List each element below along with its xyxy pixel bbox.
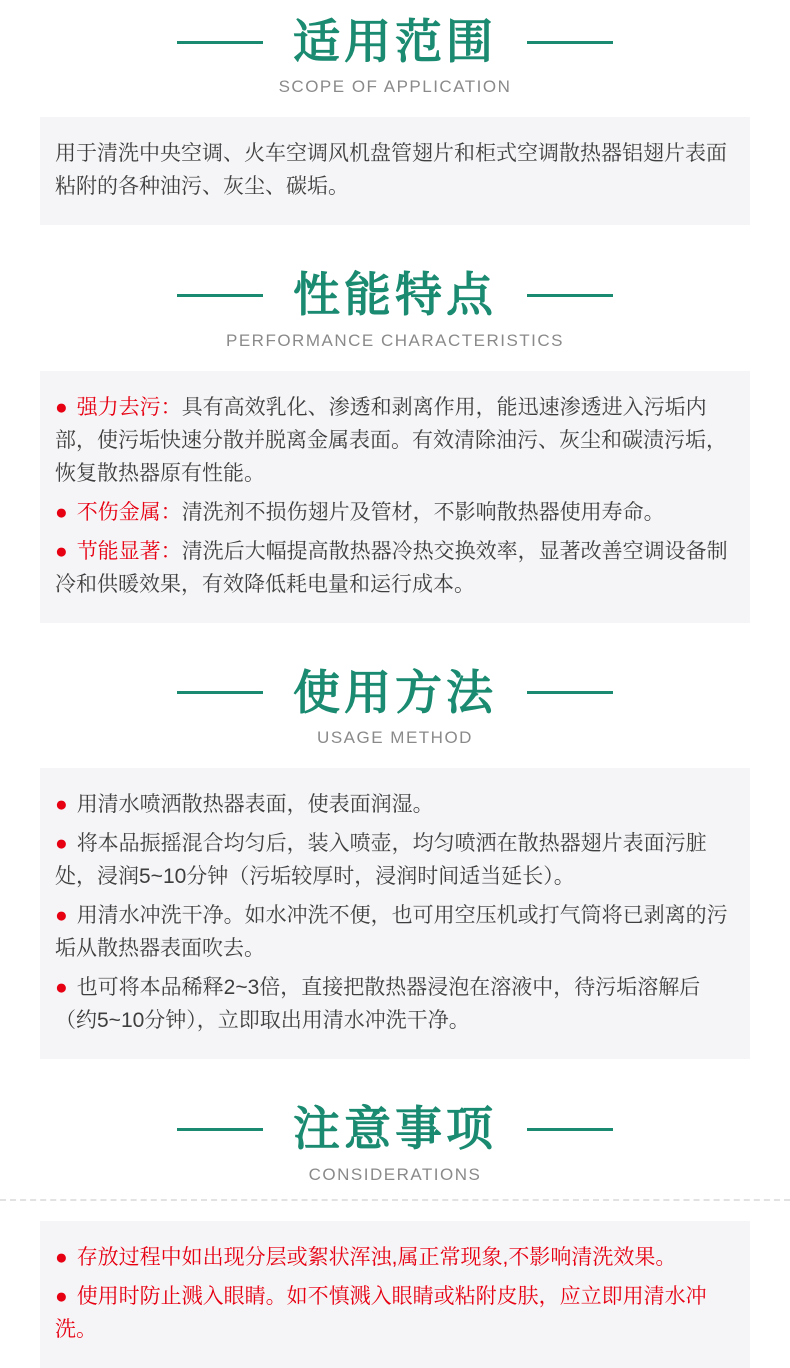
section-content-box [40,371,750,623]
paragraph-text: 使用时防止溅入眼睛。如不慎溅入眼睛或粘附皮肤，应立即用清水冲洗。 [55,1284,707,1341]
paragraph [55,899,735,965]
section-subtitle: PERFORMANCE CHARACTERISTICS [225,330,565,350]
bullet-icon: ● [55,832,68,856]
paragraph-text: 也可将本品稀释2~3倍，直接把散热器浸泡在溶液中，待污垢溶解后（约5~10分钟），立即取出用清水冲洗干净。 [55,976,701,1033]
section-subtitle: USAGE METHOD [317,728,473,748]
section-performance [0,267,790,622]
bullet-icon: ● [55,500,68,524]
section-scope [0,14,790,225]
sections [0,14,790,1368]
bullet-icon: ● [55,904,68,928]
paragraph [55,1241,735,1274]
paragraph-label: 节能显著： [76,539,182,563]
section-title: 注意事项 [293,1102,497,1156]
bullet-icon: ● [55,1284,68,1308]
section-title: 性能特点 [293,268,497,322]
section-content-box [40,117,750,225]
paragraph-text: 用清水喷洒散热器表面，使表面润湿。 [76,793,434,817]
title-dash-left [177,41,263,44]
section-title-row [0,14,790,70]
title-dash-right [527,294,613,297]
paragraph [55,535,735,601]
paragraph-text: 具有高效乳化、渗透和剥离作用，能迅速渗透进入污垢内部，使污垢快速分散并脱离金属表面。有效清除油污、灰尘和碳渍污垢，恢复散热器原有性能。 [55,395,727,485]
bullet-icon: ● [55,1245,68,1269]
section-title-row [0,665,790,721]
bullet-icon: ● [55,793,68,817]
paragraph [55,137,735,203]
paragraph-label: 强力去污： [76,395,182,419]
section-title: 适用范围 [293,15,497,68]
section-subtitle: SCOPE OF APPLICATION [278,77,512,97]
paragraph-text: 存放过程中如出现分层或絮状浑浊,属正常现象,不影响清洗效果。 [76,1245,677,1269]
section-usage [0,665,790,1059]
paragraph-label: 不伤金属： [76,500,182,524]
title-dash-left [177,1128,263,1131]
paragraph [55,391,735,490]
section-title: 使用方法 [293,665,497,719]
paragraph [55,788,735,821]
paragraph-text: 用清水冲洗干净。如水冲洗不便，也可用空压机或打气筒将已剥离的污垢从散热器表面吹去。 [55,904,728,961]
paragraph-text: 清洗剂不损伤翅片及管材，不影响散热器使用寿命。 [181,500,665,524]
paragraph [55,971,735,1037]
paragraph [55,496,735,529]
section-title-row [0,267,790,323]
section-considerations [0,1101,790,1367]
section-content-box [40,768,750,1059]
paragraph-text: 将本品振摇混合均匀后，装入喷壶，均匀喷洒在散热器翅片表面污脏处，浸润5~10分钟（污垢较厚时，浸润时间适当延长）。 [55,832,707,889]
title-dash-left [177,294,263,297]
paragraph-text: 用于清洗中央空调、火车空调风机盘管翅片和柜式空调散热器铝翅片表面粘附的各种油污、灰尘、碳垢。 [55,142,727,199]
bullet-icon: ● [55,539,68,563]
paragraph [55,1280,735,1346]
paragraph-text: 清洗后大幅提高散热器冷热交换效率，显著改善空调设备制冷和供暖效果，有效降低耗电量和运行成本。 [55,539,728,596]
title-dash-right [527,691,613,694]
section-subtitle: CONSIDERATIONS [308,1164,482,1184]
bullet-icon: ● [55,395,68,419]
title-dash-right [527,41,613,44]
page-seam-divider [0,1199,790,1201]
bullet-icon: ● [55,976,68,1000]
section-content-box [40,1221,750,1368]
paragraph [55,827,735,893]
section-title-row [0,1101,790,1157]
title-dash-left [177,691,263,694]
title-dash-right [527,1128,613,1131]
